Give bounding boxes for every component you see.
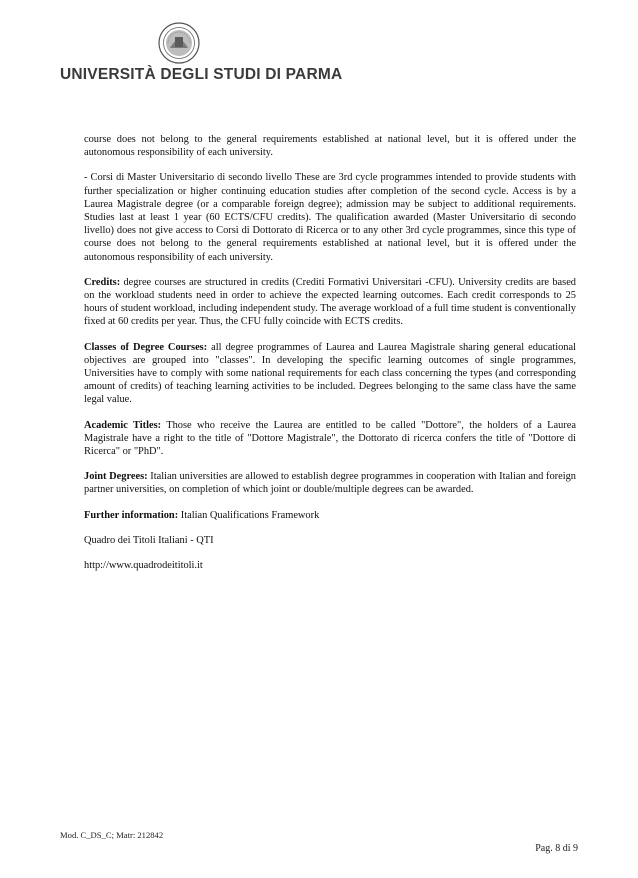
paragraph-joint-degrees xyxy=(84,470,576,496)
titles-label: Academic Titles: xyxy=(84,419,162,431)
further-text: Italian Qualifications Framework xyxy=(178,509,320,521)
paragraph-qti: Quadro dei Titoli Italiani - QTI xyxy=(84,534,214,546)
page-header xyxy=(60,22,343,86)
joint-label: Joint Degrees: xyxy=(84,471,148,483)
paragraph-classes xyxy=(84,341,576,407)
url-text: http://www.quadrodeititoli.it xyxy=(84,560,203,572)
footer-module-code: Mod. C_DS_C; Matr: 212842 xyxy=(60,830,164,840)
university-seal-icon xyxy=(158,22,200,64)
document-body xyxy=(84,133,576,584)
paragraph-academic-titles xyxy=(84,419,576,459)
university-name: UNIVERSITÀ DEGLI STUDI DI PARMA xyxy=(60,66,343,83)
paragraph-master-secondo-livello: - Corsi di Master Universitario di secondo livello These are 3rd cycle programmes intended to provide students with further specialization or higher continuing education studies after completion of the second cycle. Access is by a Laurea Magistrale degree (or a comparable foreign degree); admission may be subject to additional requirements. Studies last at least 1 year (60 ECTS/CFU credits). The qualification awarded (Master Universitario di secondo livello) does not give access to Corsi di Dottorato di Ricerca or to any other 3rd cycle programmes, since this type of course does not belong to the general requirements established at national level, but it is offered under the autonomous responsibility of each university. xyxy=(84,172,576,263)
paragraph-credits xyxy=(84,276,576,329)
credits-text: degree courses are structured in credits (Crediti Formativi Universitari -CFU). University credits are based on the workload students need in order to achieve the expected learning outcomes. Each credit corresponds to 25 hours of student workload, including independent study. The average workload of a full time student is conventionally fixed at 60 credits per year. Thus, the CFU fully coincide with ECTS credits. xyxy=(84,276,577,328)
titles-text: Those who receive the Laurea are entitled to be called "Dottore", the holders of a Laurea Magistrale have a right to the title of "Dottore Magistrale", the Dottorato di ricerca confers the title of "Dottore di Ricerca" or "PhD". xyxy=(84,419,576,458)
paragraph-further-info xyxy=(84,509,576,522)
classes-text: all degree programmes of Laurea and Laurea Magistrale sharing general educational objectives are grouped into "classes". In developing the specific learning outcomes of single programmes, Universities have to comply with some national requirements for each class concerning the types (and corresponding amount of credits) of teaching learning activities to be included. Degrees belonging to the same class have the same legal value. xyxy=(84,341,576,406)
classes-label: Classes of Degree Courses: xyxy=(84,341,208,353)
page-number: Pag. 8 di 9 xyxy=(535,843,578,854)
credits-label: Credits: xyxy=(84,276,121,288)
joint-text: Italian universities are allowed to establish degree programmes in cooperation with Italian and foreign partner universities, on completion of which joint or double/multiple degrees can be awarded. xyxy=(84,471,577,496)
paragraph-continuation: course does not belong to the general requirements established at national level, but it is offered under the autonomous responsibility of each university. xyxy=(84,134,576,159)
further-label: Further information: xyxy=(84,509,179,521)
